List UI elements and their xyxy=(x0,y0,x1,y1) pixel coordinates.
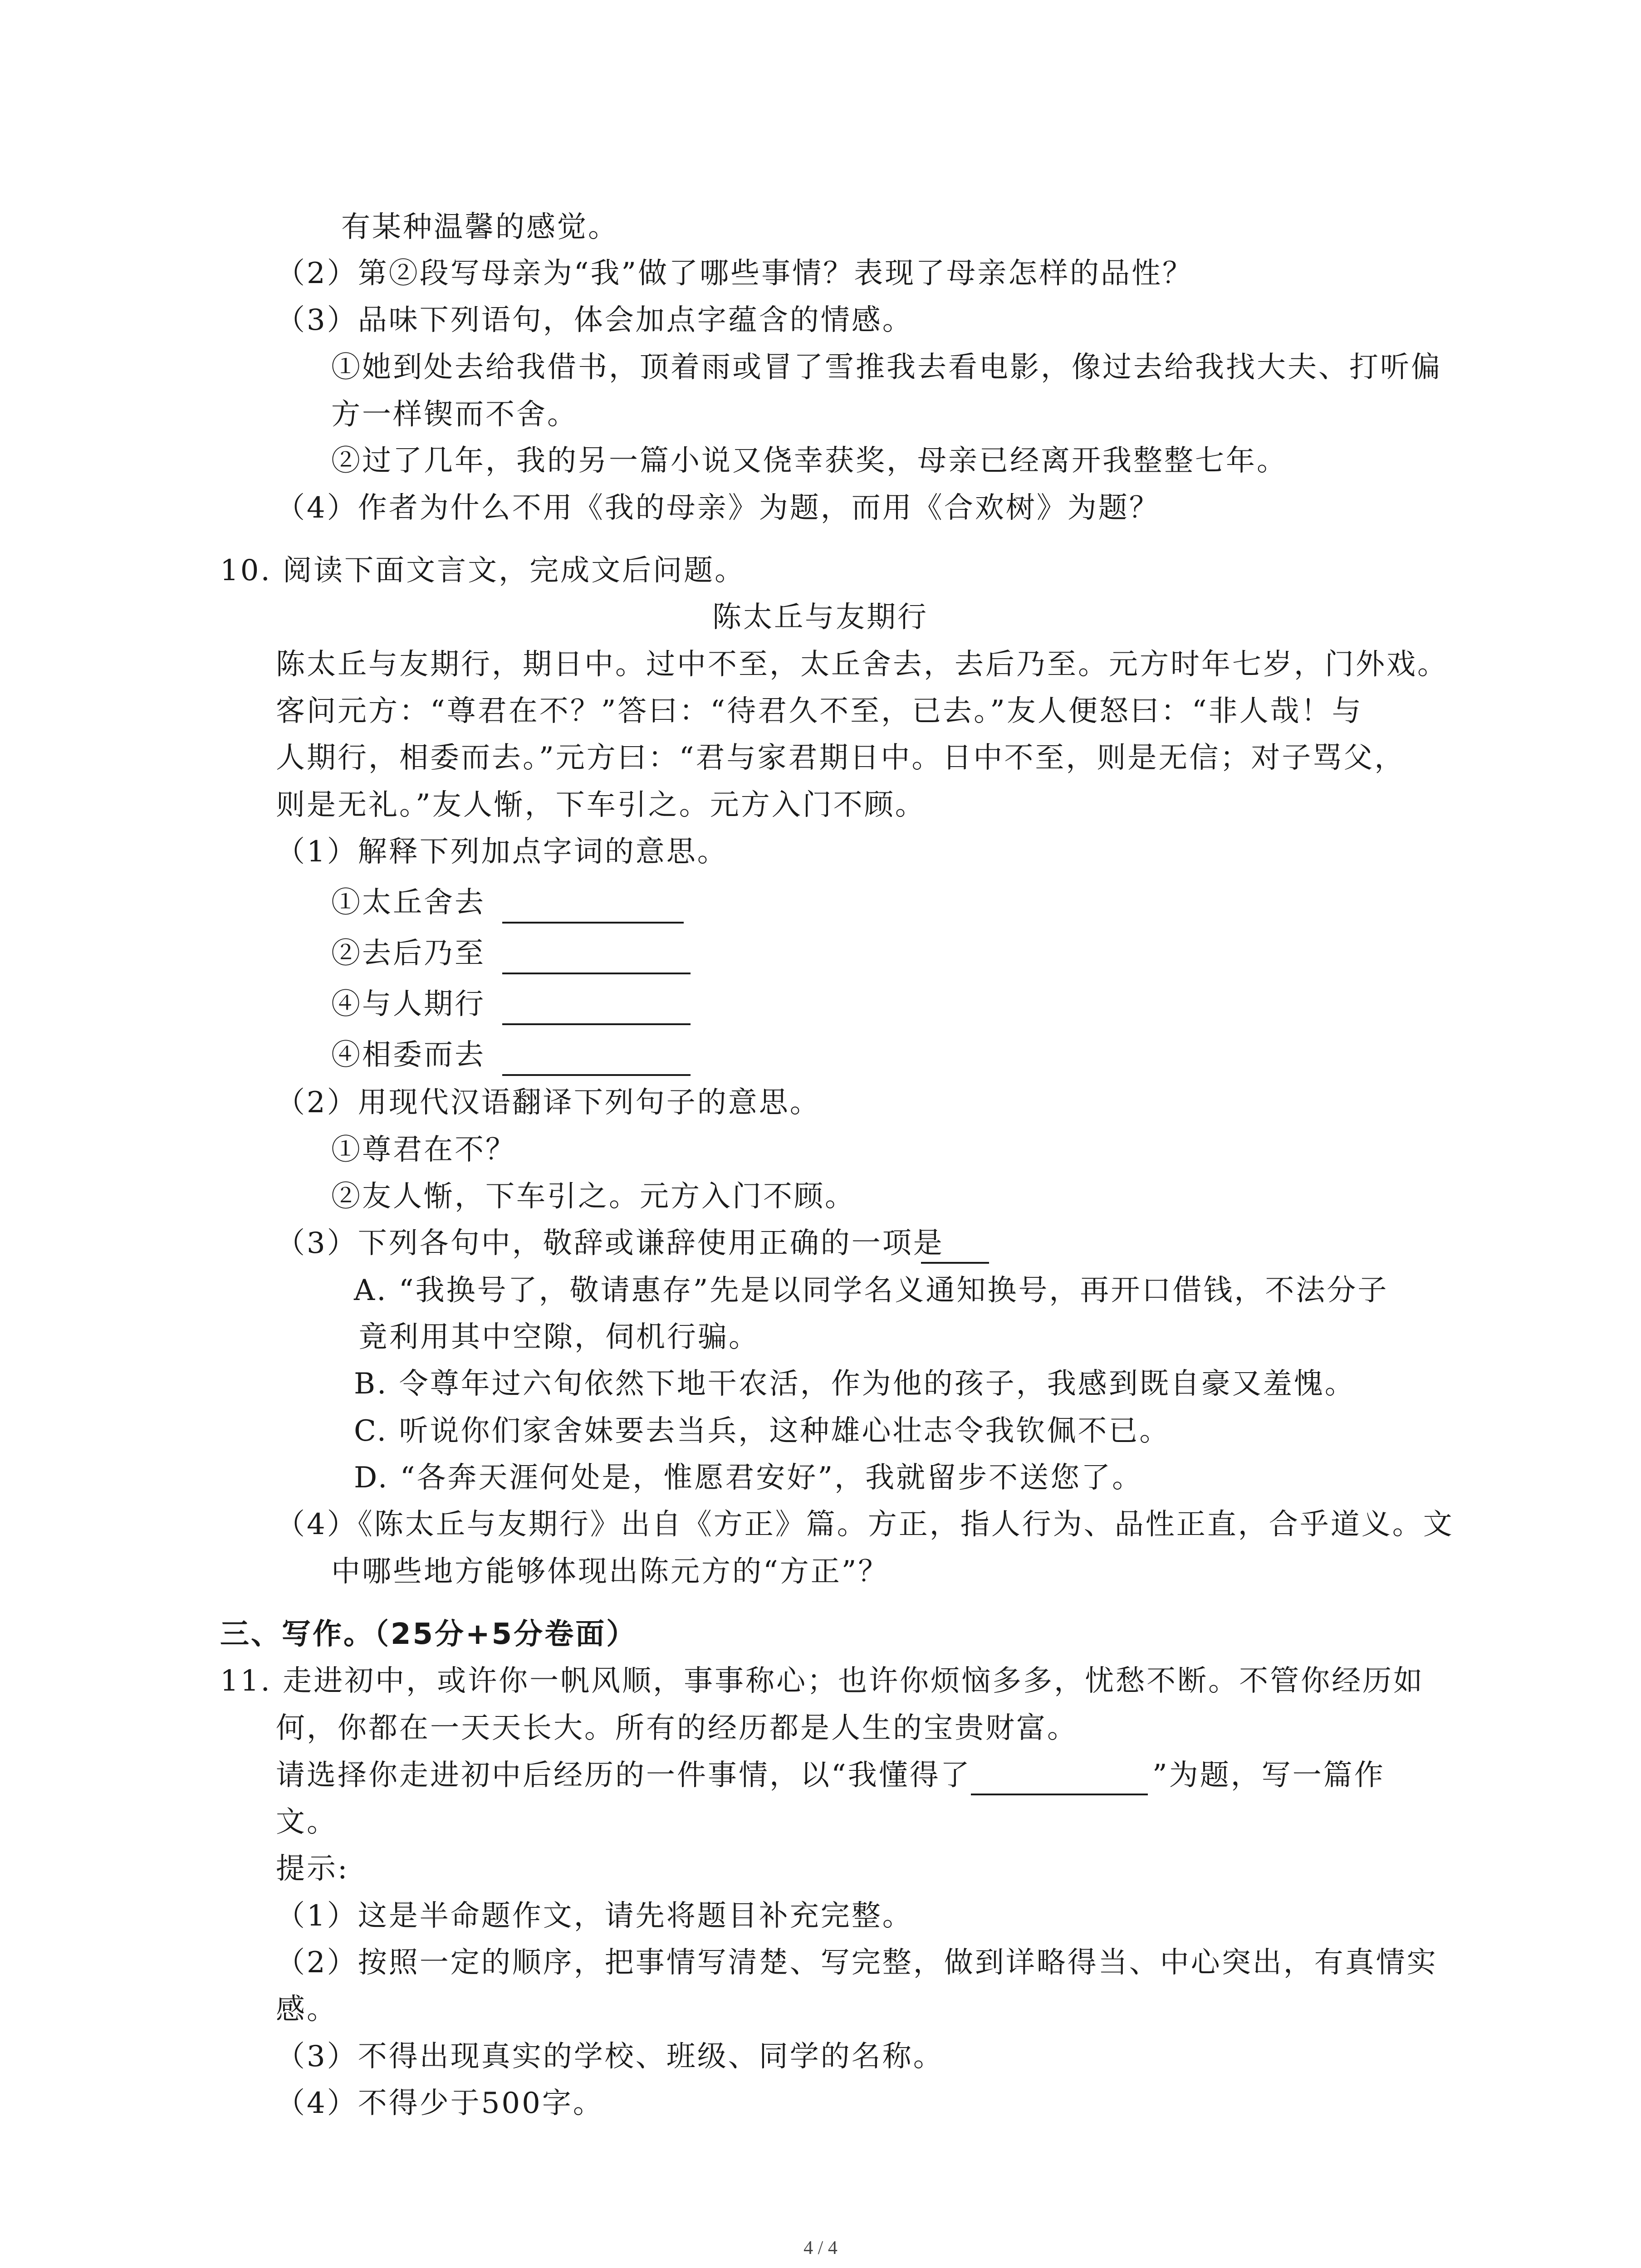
q11-tip: 感。 xyxy=(276,1993,338,2026)
q10-sub4-line2: 中哪些地方能够体现出陈元方的“方正”？ xyxy=(331,1555,889,1589)
q10-sub1-item: ④与人期行 xyxy=(331,987,485,1021)
q10-sub1: （1）解释下列加点字词的意思。 xyxy=(276,835,728,869)
answer-blank[interactable] xyxy=(921,1262,989,1264)
q10-passage-title: 陈太丘与友期行 xyxy=(712,601,928,634)
q10-passage-line: 人期行，相委而去。”元方曰：“君与家君期日中。日中不至，则是无信；对子骂父， xyxy=(276,741,1406,775)
q11-tip: （1）这是半命题作文，请先将题目补充完整。 xyxy=(276,1899,913,1933)
section-heading: 三、写作。（25分+5分卷面） xyxy=(220,1618,637,1651)
q10-sub3: （3）下列各句中，敬辞或谦辞使用正确的一项是 xyxy=(276,1227,944,1260)
q10-passage-line: 陈太丘与友期行，期日中。过中不至，太丘舍去，去后乃至。元方时年七岁，门外戏。 xyxy=(276,648,1448,681)
answer-blank[interactable] xyxy=(502,1074,691,1076)
answer-blank[interactable] xyxy=(502,1023,691,1025)
q11-line: 11. 走进初中，或许你一帆风顺，事事称心；也许你烦恼多多，忧愁不断。不管你经历如 xyxy=(220,1664,1425,1698)
q11-tip: （2）按照一定的顺序，把事情写清楚、写完整，做到详略得当、中心突出，有真情实 xyxy=(276,1946,1438,1980)
q9-sub3-item1b: 方一样锲而不舍。 xyxy=(331,398,578,431)
answer-blank[interactable] xyxy=(502,973,691,974)
page-number: 4 / 4 xyxy=(803,2238,838,2258)
q11-tip-label: 提示: xyxy=(276,1852,349,1886)
q10-option-b: B. 令尊年过六旬依然下地干农活，作为他的孩子，我感到既自豪又羞愧。 xyxy=(354,1367,1356,1401)
q11-tip: （4）不得少于500字。 xyxy=(276,2087,604,2120)
q11-line: 文。 xyxy=(276,1805,338,1839)
q9-sub2: （2）第②段写母亲为“我”做了哪些事情？表现了母亲怎样的品性？ xyxy=(276,257,1194,290)
q10-option-c: C. 听说你们家舍妹要去当兵，这种雄心壮志令我钦佩不已。 xyxy=(354,1414,1171,1448)
q11-line: 何，你都在一天天长大。所有的经历都是人生的宝贵财富。 xyxy=(276,1711,1078,1745)
q10-stem: 10. 阅读下面文言文，完成文后问题。 xyxy=(220,554,746,587)
q11-prompt-part2: ”为题，写一篇作 xyxy=(1152,1759,1385,1792)
q10-sub2: （2）用现代汉语翻译下列句子的意思。 xyxy=(276,1086,821,1119)
q10-passage-line: 则是无礼。”友人惭，下车引之。元方入门不顾。 xyxy=(276,788,926,822)
q10-sub2-item: ②友人惭，下车引之。元方入门不顾。 xyxy=(331,1180,856,1213)
q10-option-d: D. “各奔天涯何处是，惟愿君安好”，我就留步不送您了。 xyxy=(354,1461,1143,1495)
q10-option-a-line1: A. “我换号了，敬请惠存”先是以同学名义通知换号，再开口借钱，不法分子 xyxy=(354,1274,1389,1307)
q9-sub3-item1a: ①她到处去给我借书，顶着雨或冒了雪推我去看电影，像过去给我找大夫、打听偏 xyxy=(331,351,1442,384)
q10-passage-line: 客问元方：“尊君在不？”答曰：“待君久不至，已去。”友人便怒曰：“非人哉！与 xyxy=(276,694,1363,728)
q10-sub1-item: ④相委而去 xyxy=(331,1038,485,1072)
q10-sub2-item: ①尊君在不？ xyxy=(331,1133,516,1167)
q11-tip: （3）不得出现真实的学校、班级、同学的名称。 xyxy=(276,2040,944,2073)
q11-prompt-part1: 请选择你走进初中后经历的一件事情，以“我懂得了 xyxy=(276,1759,971,1792)
q10-option-a-line2: 竟利用其中空隙，伺机行骗。 xyxy=(358,1320,759,1354)
title-blank[interactable] xyxy=(971,1794,1148,1795)
q9-continuation: 有某种温馨的感觉。 xyxy=(341,210,619,244)
answer-blank[interactable] xyxy=(502,922,684,924)
q9-sub3: （3）品味下列语句，体会加点字蕴含的情感。 xyxy=(276,303,913,337)
q10-sub1-item: ②去后乃至 xyxy=(331,937,485,970)
q9-sub4: （4）作者为什么不用《我的母亲》为题，而用《合欢树》为题？ xyxy=(276,491,1160,525)
q10-sub4-line1: （4）《陈太丘与友期行》出自《方正》篇。方正，指人行为、品性正直，合乎道义。文 xyxy=(276,1508,1454,1541)
q10-sub1-item: ①太丘舍去 xyxy=(331,886,485,919)
q9-sub3-item2: ②过了几年，我的另一篇小说又侥幸获奖，母亲已经离开我整整七年。 xyxy=(331,444,1288,478)
